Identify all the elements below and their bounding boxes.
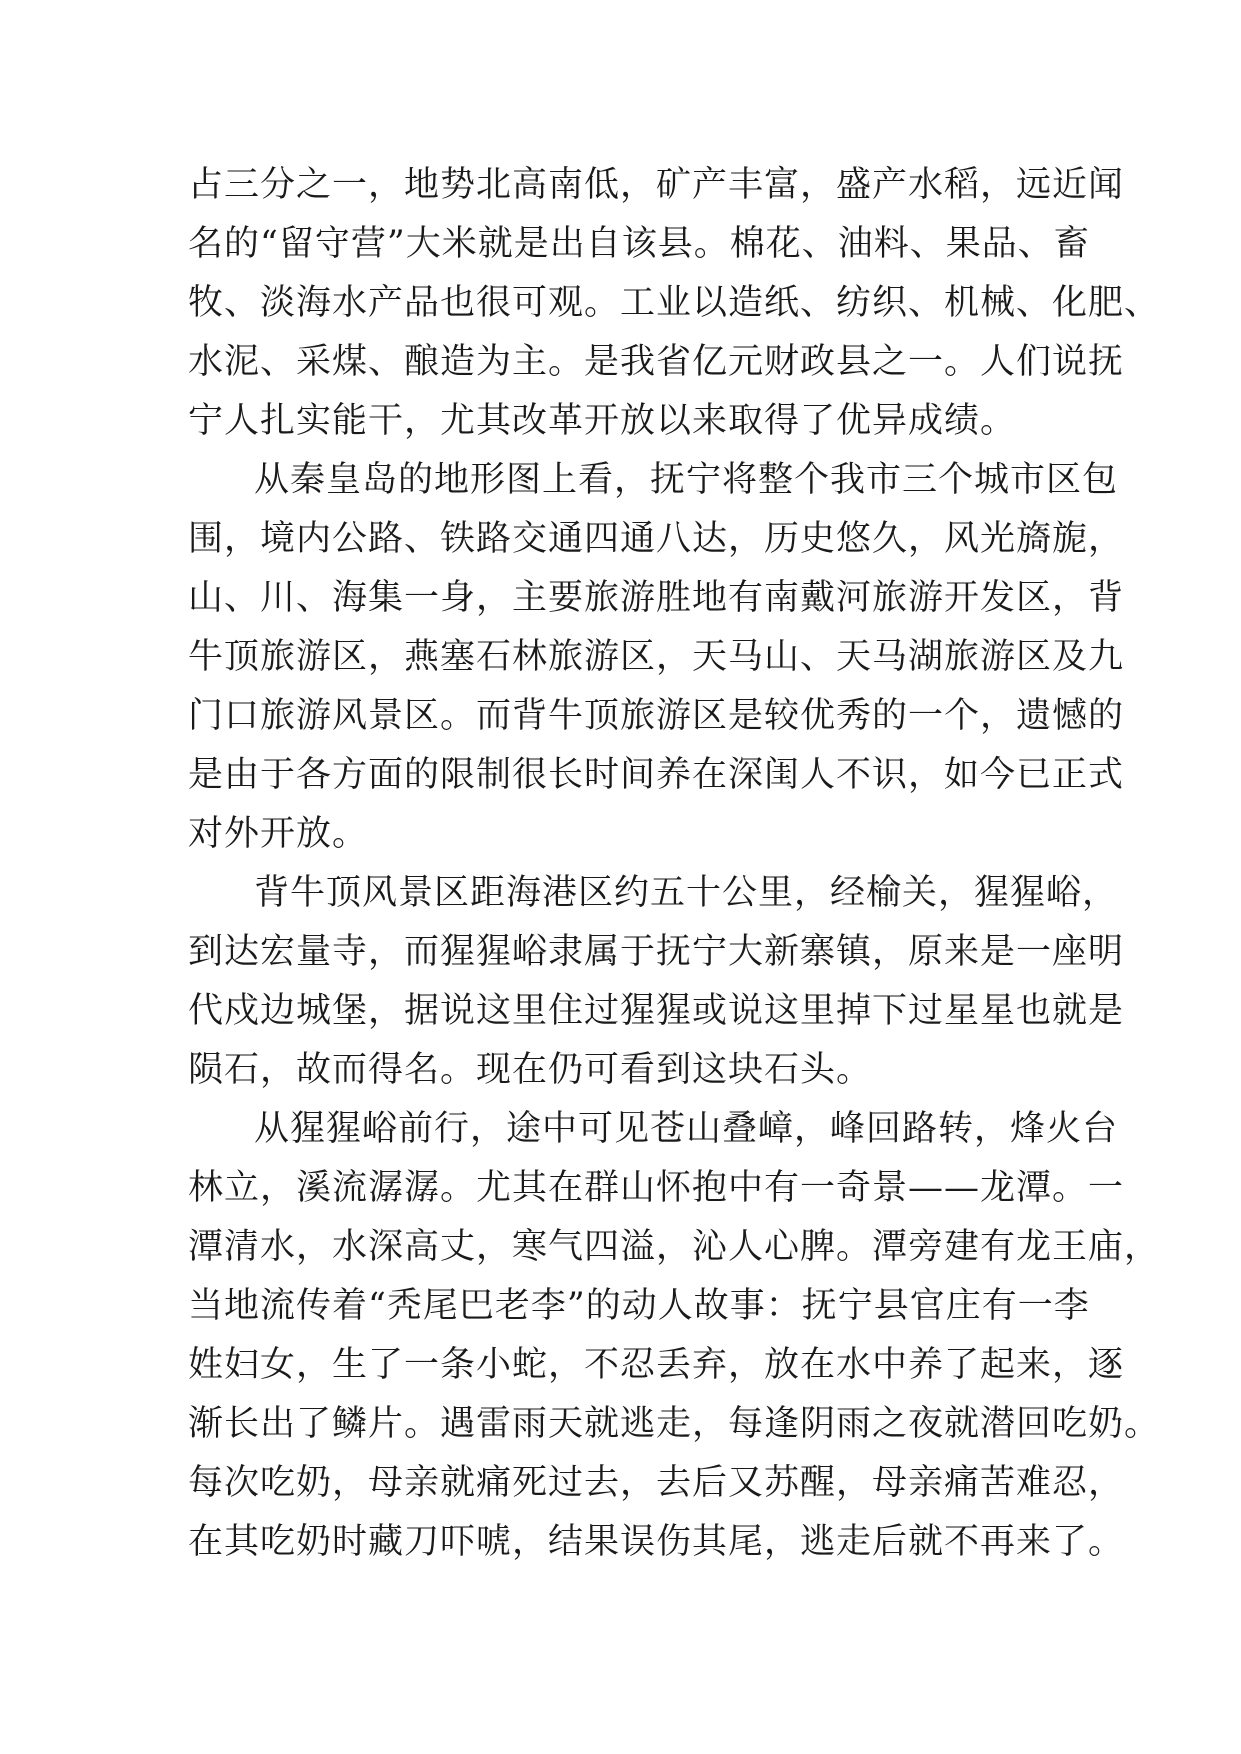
text-line: 围，境内公路、铁路交通四通八达，历史悠久，风光旖旎， [188, 519, 1125, 559]
text-line: 代戍边城堡，据说这里住过猩猩或说这里掉下过星星也就是 [188, 991, 1125, 1031]
text-line: 在其吃奶时藏刀吓唬，结果误伤其尾，逃走后就不再来了。 [188, 1522, 1125, 1562]
text-line: 林立，溪流潺潺。尤其在群山怀抱中有一奇景——龙潭。一 [188, 1168, 1125, 1208]
text-line: 牧、淡海水产品也很可观。工业以造纸、纺织、机械、化肥、 [188, 283, 1161, 323]
text-line: 背牛顶风景区距海港区约五十公里，经榆关，猩猩峪， [254, 873, 1119, 913]
text-line: 占三分之一，地势北高南低，矿产丰富，盛产水稻，远近闻 [188, 165, 1125, 205]
text-line: 门口旅游风景区。而背牛顶旅游区是较优秀的一个，遗憾的 [188, 696, 1125, 736]
paragraph [188, 1100, 1161, 1572]
text-line: 名的“留守营”大米就是出自该县。棉花、油料、果品、畜 [188, 224, 1090, 264]
text-line: 是由于各方面的限制很长时间养在深闺人不识，如今已正式 [188, 755, 1125, 795]
text-line: 潭清水，水深高丈，寒气四溢，沁人心脾。潭旁建有龙王庙， [188, 1227, 1161, 1267]
text-line: 山、川、海集一身，主要旅游胜地有南戴河旅游开发区，背 [188, 578, 1125, 618]
paragraph [188, 864, 1125, 1100]
text-line: 从猩猩峪前行，途中可见苍山叠嶂，峰回路转，烽火台 [254, 1109, 1119, 1149]
text-line: 每次吃奶，母亲就痛死过去，去后又苏醒，母亲痛苦难忍， [188, 1463, 1125, 1503]
text-line: 姓妇女，生了一条小蛇，不忍丢弃，放在水中养了起来，逐 [188, 1345, 1125, 1385]
text-line: 从秦皇岛的地形图上看，抚宁将整个我市三个城市区包 [254, 460, 1119, 500]
text-line: 渐长出了鳞片。遇雷雨天就逃走，每逢阴雨之夜就潜回吃奶。 [188, 1404, 1161, 1444]
text-line: 水泥、采煤、酿造为主。是我省亿元财政县之一。人们说抚 [188, 342, 1125, 382]
text-line: 牛顶旅游区，燕塞石林旅游区，天马山、天马湖旅游区及九 [188, 637, 1125, 677]
text-line: 到达宏量寺，而猩猩峪隶属于抚宁大新寨镇，原来是一座明 [188, 932, 1125, 972]
paragraph [188, 451, 1125, 864]
text-line: 宁人扎实能干，尤其改革开放以来取得了优异成绩。 [188, 401, 1017, 441]
paragraph [188, 156, 1161, 451]
text-line: 陨石，故而得名。现在仍可看到这块石头。 [188, 1050, 873, 1090]
text-line: 对外开放。 [188, 814, 369, 854]
text-line: 当地流传着“秃尾巴老李”的动人故事：抚宁县官庄有一李 [188, 1286, 1090, 1326]
body-text [188, 156, 1161, 1572]
